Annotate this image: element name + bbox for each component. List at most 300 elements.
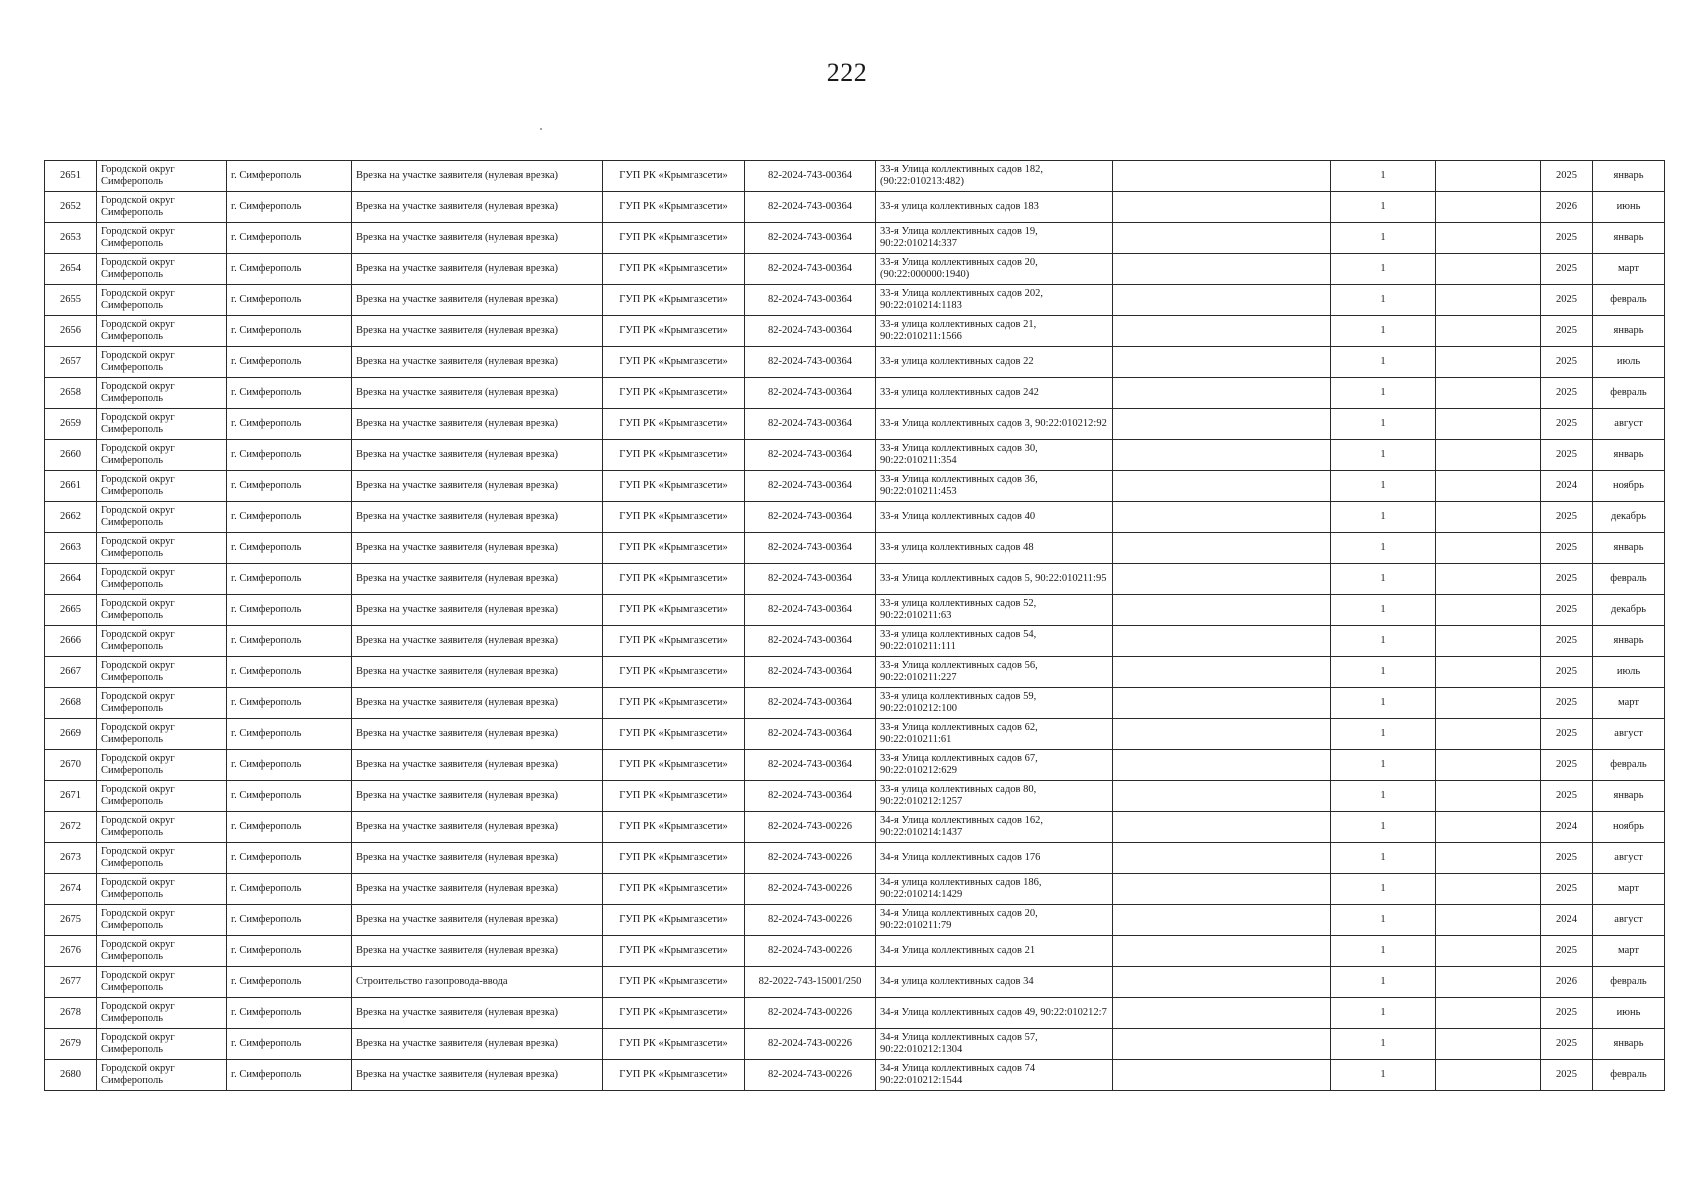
table-row	[45, 874, 1665, 905]
table-row	[45, 657, 1665, 688]
month-cell: декабрь	[1593, 595, 1665, 626]
city-cell: г. Симферополь	[227, 471, 352, 502]
blank-cell	[1436, 626, 1541, 657]
municipality-cell: Городской округ Симферополь	[97, 843, 227, 874]
organization-cell: ГУП РК «Крымгазсети»	[603, 533, 745, 564]
blank-cell	[1113, 626, 1331, 657]
blank-cell	[1113, 905, 1331, 936]
table-row	[45, 161, 1665, 192]
work-type-cell: Врезка на участке заявителя (нулевая врезка)	[352, 595, 603, 626]
blank-cell	[1436, 781, 1541, 812]
row-number: 2668	[45, 688, 97, 719]
contract-number-cell: 82-2024-743-00226	[745, 874, 876, 905]
table-row	[45, 223, 1665, 254]
month-cell: август	[1593, 905, 1665, 936]
municipality-cell: Городской округ Симферополь	[97, 161, 227, 192]
blank-cell	[1436, 750, 1541, 781]
organization-cell: ГУП РК «Крымгазсети»	[603, 378, 745, 409]
municipality-cell: Городской округ Симферополь	[97, 192, 227, 223]
year-cell: 2025	[1541, 657, 1593, 688]
row-number: 2665	[45, 595, 97, 626]
quantity-cell: 1	[1331, 936, 1436, 967]
work-type-cell: Врезка на участке заявителя (нулевая врезка)	[352, 254, 603, 285]
work-type-cell: Врезка на участке заявителя (нулевая врезка)	[352, 1060, 603, 1091]
year-cell: 2025	[1541, 533, 1593, 564]
contract-number-cell: 82-2024-743-00226	[745, 1060, 876, 1091]
contract-number-cell: 82-2024-743-00364	[745, 533, 876, 564]
quantity-cell: 1	[1331, 688, 1436, 719]
blank-cell	[1113, 471, 1331, 502]
month-cell: август	[1593, 719, 1665, 750]
quantity-cell: 1	[1331, 471, 1436, 502]
organization-cell: ГУП РК «Крымгазсети»	[603, 316, 745, 347]
quantity-cell: 1	[1331, 316, 1436, 347]
blank-cell	[1436, 254, 1541, 285]
month-cell: январь	[1593, 781, 1665, 812]
address-cell: 33-я улица коллективных садов 54, 90:22:010211:111	[876, 626, 1113, 657]
blank-cell	[1113, 967, 1331, 998]
contract-number-cell: 82-2024-743-00364	[745, 781, 876, 812]
quantity-cell: 1	[1331, 874, 1436, 905]
year-cell: 2025	[1541, 502, 1593, 533]
contract-number-cell: 82-2024-743-00364	[745, 223, 876, 254]
table-row	[45, 378, 1665, 409]
blank-cell	[1113, 874, 1331, 905]
row-number: 2658	[45, 378, 97, 409]
organization-cell: ГУП РК «Крымгазсети»	[603, 657, 745, 688]
year-cell: 2025	[1541, 750, 1593, 781]
municipality-cell: Городской округ Симферополь	[97, 967, 227, 998]
blank-cell	[1113, 812, 1331, 843]
month-cell: февраль	[1593, 750, 1665, 781]
address-cell: 34-я Улица коллективных садов 57, 90:22:010212:1304	[876, 1029, 1113, 1060]
table-row	[45, 812, 1665, 843]
contract-number-cell: 82-2024-743-00364	[745, 254, 876, 285]
city-cell: г. Симферополь	[227, 781, 352, 812]
table-row	[45, 626, 1665, 657]
month-cell: январь	[1593, 626, 1665, 657]
city-cell: г. Симферополь	[227, 905, 352, 936]
blank-cell	[1113, 781, 1331, 812]
contract-number-cell: 82-2024-743-00364	[745, 378, 876, 409]
month-cell: январь	[1593, 533, 1665, 564]
work-type-cell: Врезка на участке заявителя (нулевая врезка)	[352, 533, 603, 564]
contract-number-cell: 82-2024-743-00364	[745, 564, 876, 595]
table-row	[45, 1029, 1665, 1060]
city-cell: г. Симферополь	[227, 936, 352, 967]
registry-table	[44, 160, 1665, 1091]
registry-rows	[45, 161, 1665, 1091]
contract-number-cell: 82-2024-743-00364	[745, 719, 876, 750]
city-cell: г. Симферополь	[227, 378, 352, 409]
row-number: 2680	[45, 1060, 97, 1091]
work-type-cell: Врезка на участке заявителя (нулевая врезка)	[352, 719, 603, 750]
table-row	[45, 192, 1665, 223]
municipality-cell: Городской округ Симферополь	[97, 750, 227, 781]
address-cell: 33-я Улица коллективных садов 202, 90:22:010214:1183	[876, 285, 1113, 316]
city-cell: г. Симферополь	[227, 409, 352, 440]
year-cell: 2025	[1541, 595, 1593, 626]
work-type-cell: Врезка на участке заявителя (нулевая врезка)	[352, 440, 603, 471]
year-cell: 2025	[1541, 347, 1593, 378]
contract-number-cell: 82-2024-743-00226	[745, 1029, 876, 1060]
city-cell: г. Симферополь	[227, 719, 352, 750]
organization-cell: ГУП РК «Крымгазсети»	[603, 471, 745, 502]
work-type-cell: Врезка на участке заявителя (нулевая врезка)	[352, 626, 603, 657]
organization-cell: ГУП РК «Крымгазсети»	[603, 998, 745, 1029]
table-row	[45, 998, 1665, 1029]
month-cell: август	[1593, 409, 1665, 440]
organization-cell: ГУП РК «Крымгазсети»	[603, 595, 745, 626]
year-cell: 2025	[1541, 440, 1593, 471]
blank-cell	[1436, 905, 1541, 936]
city-cell: г. Симферополь	[227, 657, 352, 688]
row-number: 2671	[45, 781, 97, 812]
blank-cell	[1436, 409, 1541, 440]
blank-cell	[1113, 998, 1331, 1029]
work-type-cell: Врезка на участке заявителя (нулевая врезка)	[352, 564, 603, 595]
blank-cell	[1436, 440, 1541, 471]
contract-number-cell: 82-2024-743-00364	[745, 657, 876, 688]
month-cell: ноябрь	[1593, 812, 1665, 843]
blank-cell	[1113, 719, 1331, 750]
address-cell: 33-я улица коллективных садов 80, 90:22:010212:1257	[876, 781, 1113, 812]
blank-cell	[1113, 285, 1331, 316]
blank-cell	[1113, 533, 1331, 564]
table-row	[45, 967, 1665, 998]
contract-number-cell: 82-2024-743-00364	[745, 595, 876, 626]
year-cell: 2024	[1541, 812, 1593, 843]
table-row	[45, 285, 1665, 316]
blank-cell	[1113, 657, 1331, 688]
address-cell: 34-я Улица коллективных садов 74 90:22:010212:1544	[876, 1060, 1113, 1091]
blank-cell	[1436, 378, 1541, 409]
contract-number-cell: 82-2024-743-00226	[745, 998, 876, 1029]
blank-cell	[1113, 347, 1331, 378]
row-number: 2657	[45, 347, 97, 378]
city-cell: г. Симферополь	[227, 223, 352, 254]
city-cell: г. Симферополь	[227, 874, 352, 905]
contract-number-cell: 82-2024-743-00226	[745, 812, 876, 843]
year-cell: 2025	[1541, 316, 1593, 347]
work-type-cell: Врезка на участке заявителя (нулевая врезка)	[352, 874, 603, 905]
blank-cell	[1436, 967, 1541, 998]
work-type-cell: Врезка на участке заявителя (нулевая врезка)	[352, 936, 603, 967]
municipality-cell: Городской округ Симферополь	[97, 936, 227, 967]
address-cell: 34-я Улица коллективных садов 21	[876, 936, 1113, 967]
blank-cell	[1436, 533, 1541, 564]
municipality-cell: Городской округ Симферополь	[97, 254, 227, 285]
contract-number-cell: 82-2024-743-00364	[745, 688, 876, 719]
year-cell: 2025	[1541, 254, 1593, 285]
month-cell: февраль	[1593, 564, 1665, 595]
quantity-cell: 1	[1331, 502, 1436, 533]
municipality-cell: Городской округ Симферополь	[97, 688, 227, 719]
address-cell: 33-я Улица коллективных садов 182, (90:22:010213:482)	[876, 161, 1113, 192]
municipality-cell: Городской округ Симферополь	[97, 1029, 227, 1060]
organization-cell: ГУП РК «Крымгазсети»	[603, 719, 745, 750]
year-cell: 2025	[1541, 688, 1593, 719]
blank-cell	[1436, 316, 1541, 347]
organization-cell: ГУП РК «Крымгазсети»	[603, 347, 745, 378]
address-cell: 33-я Улица коллективных садов 36, 90:22:010211:453	[876, 471, 1113, 502]
address-cell: 33-я улица коллективных садов 22	[876, 347, 1113, 378]
address-cell: 33-я Улица коллективных садов 40	[876, 502, 1113, 533]
table-row	[45, 1060, 1665, 1091]
quantity-cell: 1	[1331, 967, 1436, 998]
city-cell: г. Симферополь	[227, 595, 352, 626]
row-number: 2654	[45, 254, 97, 285]
blank-cell	[1113, 192, 1331, 223]
work-type-cell: Врезка на участке заявителя (нулевая врезка)	[352, 285, 603, 316]
city-cell: г. Симферополь	[227, 967, 352, 998]
contract-number-cell: 82-2024-743-00364	[745, 750, 876, 781]
table-row	[45, 595, 1665, 626]
table-row	[45, 316, 1665, 347]
municipality-cell: Городской округ Симферополь	[97, 378, 227, 409]
year-cell: 2026	[1541, 967, 1593, 998]
city-cell: г. Симферополь	[227, 688, 352, 719]
row-number: 2667	[45, 657, 97, 688]
row-number: 2655	[45, 285, 97, 316]
row-number: 2676	[45, 936, 97, 967]
organization-cell: ГУП РК «Крымгазсети»	[603, 688, 745, 719]
organization-cell: ГУП РК «Крымгазсети»	[603, 192, 745, 223]
work-type-cell: Врезка на участке заявителя (нулевая врезка)	[352, 378, 603, 409]
organization-cell: ГУП РК «Крымгазсети»	[603, 874, 745, 905]
row-number: 2674	[45, 874, 97, 905]
blank-cell	[1113, 409, 1331, 440]
blank-cell	[1436, 347, 1541, 378]
year-cell: 2025	[1541, 378, 1593, 409]
year-cell: 2025	[1541, 564, 1593, 595]
month-cell: февраль	[1593, 967, 1665, 998]
city-cell: г. Симферополь	[227, 1060, 352, 1091]
table-row	[45, 781, 1665, 812]
row-number: 2675	[45, 905, 97, 936]
city-cell: г. Симферополь	[227, 316, 352, 347]
month-cell: январь	[1593, 1029, 1665, 1060]
quantity-cell: 1	[1331, 1060, 1436, 1091]
month-cell: июнь	[1593, 998, 1665, 1029]
contract-number-cell: 82-2024-743-00364	[745, 285, 876, 316]
row-number: 2664	[45, 564, 97, 595]
month-cell: февраль	[1593, 285, 1665, 316]
blank-cell	[1436, 688, 1541, 719]
municipality-cell: Городской округ Симферополь	[97, 657, 227, 688]
organization-cell: ГУП РК «Крымгазсети»	[603, 564, 745, 595]
blank-cell	[1436, 285, 1541, 316]
contract-number-cell: 82-2024-743-00226	[745, 905, 876, 936]
organization-cell: ГУП РК «Крымгазсети»	[603, 254, 745, 285]
month-cell: февраль	[1593, 1060, 1665, 1091]
quantity-cell: 1	[1331, 378, 1436, 409]
row-number: 2677	[45, 967, 97, 998]
blank-cell	[1436, 564, 1541, 595]
city-cell: г. Симферополь	[227, 750, 352, 781]
quantity-cell: 1	[1331, 657, 1436, 688]
municipality-cell: Городской округ Симферополь	[97, 533, 227, 564]
quantity-cell: 1	[1331, 719, 1436, 750]
organization-cell: ГУП РК «Крымгазсети»	[603, 750, 745, 781]
municipality-cell: Городской округ Симферополь	[97, 1060, 227, 1091]
quantity-cell: 1	[1331, 998, 1436, 1029]
month-cell: январь	[1593, 223, 1665, 254]
address-cell: 34-я Улица коллективных садов 20, 90:22:010211:79	[876, 905, 1113, 936]
work-type-cell: Врезка на участке заявителя (нулевая врезка)	[352, 998, 603, 1029]
address-cell: 33-я Улица коллективных садов 5, 90:22:010211:95	[876, 564, 1113, 595]
year-cell: 2025	[1541, 781, 1593, 812]
page-number: 222	[826, 58, 868, 87]
table-row	[45, 254, 1665, 285]
row-number: 2673	[45, 843, 97, 874]
year-cell: 2025	[1541, 285, 1593, 316]
contract-number-cell: 82-2024-743-00364	[745, 347, 876, 378]
blank-cell	[1113, 1060, 1331, 1091]
blank-cell	[1113, 502, 1331, 533]
table-row	[45, 471, 1665, 502]
blank-cell	[1436, 1029, 1541, 1060]
contract-number-cell: 82-2024-743-00364	[745, 316, 876, 347]
contract-number-cell: 82-2022-743-15001/250	[745, 967, 876, 998]
blank-cell	[1436, 812, 1541, 843]
municipality-cell: Городской округ Симферополь	[97, 440, 227, 471]
address-cell: 33-я Улица коллективных садов 3, 90:22:010212:92	[876, 409, 1113, 440]
contract-number-cell: 82-2024-743-00364	[745, 192, 876, 223]
table-row	[45, 719, 1665, 750]
table-row	[45, 564, 1665, 595]
row-number: 2660	[45, 440, 97, 471]
work-type-cell: Врезка на участке заявителя (нулевая врезка)	[352, 843, 603, 874]
table-row	[45, 347, 1665, 378]
address-cell: 34-я улица коллективных садов 34	[876, 967, 1113, 998]
organization-cell: ГУП РК «Крымгазсети»	[603, 161, 745, 192]
month-cell: март	[1593, 688, 1665, 719]
row-number: 2663	[45, 533, 97, 564]
blank-cell	[1436, 471, 1541, 502]
blank-cell	[1436, 719, 1541, 750]
municipality-cell: Городской округ Симферополь	[97, 223, 227, 254]
row-number: 2679	[45, 1029, 97, 1060]
row-number: 2669	[45, 719, 97, 750]
blank-cell	[1436, 936, 1541, 967]
work-type-cell: Врезка на участке заявителя (нулевая врезка)	[352, 161, 603, 192]
municipality-cell: Городской округ Симферополь	[97, 316, 227, 347]
contract-number-cell: 82-2024-743-00226	[745, 843, 876, 874]
year-cell: 2025	[1541, 626, 1593, 657]
month-cell: июнь	[1593, 192, 1665, 223]
year-cell: 2025	[1541, 936, 1593, 967]
work-type-cell: Врезка на участке заявителя (нулевая врезка)	[352, 409, 603, 440]
organization-cell: ГУП РК «Крымгазсети»	[603, 936, 745, 967]
municipality-cell: Городской округ Симферополь	[97, 564, 227, 595]
table-row	[45, 905, 1665, 936]
month-cell: февраль	[1593, 378, 1665, 409]
city-cell: г. Симферополь	[227, 161, 352, 192]
blank-cell	[1113, 254, 1331, 285]
contract-number-cell: 82-2024-743-00364	[745, 161, 876, 192]
quantity-cell: 1	[1331, 223, 1436, 254]
organization-cell: ГУП РК «Крымгазсети»	[603, 1029, 745, 1060]
blank-cell	[1436, 161, 1541, 192]
address-cell: 33-я Улица коллективных садов 62, 90:22:010211:61	[876, 719, 1113, 750]
month-cell: март	[1593, 874, 1665, 905]
address-cell: 34-я Улица коллективных садов 162, 90:22:010214:1437	[876, 812, 1113, 843]
municipality-cell: Городской округ Симферополь	[97, 812, 227, 843]
quantity-cell: 1	[1331, 161, 1436, 192]
organization-cell: ГУП РК «Крымгазсети»	[603, 223, 745, 254]
table-row	[45, 409, 1665, 440]
row-number: 2661	[45, 471, 97, 502]
organization-cell: ГУП РК «Крымгазсети»	[603, 812, 745, 843]
year-cell: 2025	[1541, 874, 1593, 905]
month-cell: ноябрь	[1593, 471, 1665, 502]
organization-cell: ГУП РК «Крымгазсети»	[603, 1060, 745, 1091]
year-cell: 2025	[1541, 161, 1593, 192]
month-cell: август	[1593, 843, 1665, 874]
work-type-cell: Строительство газопровода-ввода	[352, 967, 603, 998]
table-row	[45, 750, 1665, 781]
blank-cell	[1436, 223, 1541, 254]
organization-cell: ГУП РК «Крымгазсети»	[603, 440, 745, 471]
city-cell: г. Симферополь	[227, 347, 352, 378]
municipality-cell: Городской округ Симферополь	[97, 905, 227, 936]
blank-cell	[1113, 564, 1331, 595]
organization-cell: ГУП РК «Крымгазсети»	[603, 843, 745, 874]
address-cell: 33-я Улица коллективных садов 20, (90:22:000000:1940)	[876, 254, 1113, 285]
work-type-cell: Врезка на участке заявителя (нулевая врезка)	[352, 750, 603, 781]
quantity-cell: 1	[1331, 595, 1436, 626]
quantity-cell: 1	[1331, 254, 1436, 285]
address-cell: 33-я улица коллективных садов 52, 90:22:010211:63	[876, 595, 1113, 626]
month-cell: июль	[1593, 347, 1665, 378]
city-cell: г. Симферополь	[227, 440, 352, 471]
city-cell: г. Симферополь	[227, 1029, 352, 1060]
quantity-cell: 1	[1331, 192, 1436, 223]
municipality-cell: Городской округ Симферополь	[97, 719, 227, 750]
organization-cell: ГУП РК «Крымгазсети»	[603, 967, 745, 998]
year-cell: 2025	[1541, 843, 1593, 874]
month-cell: январь	[1593, 440, 1665, 471]
table-row	[45, 936, 1665, 967]
month-cell: июль	[1593, 657, 1665, 688]
blank-cell	[1113, 378, 1331, 409]
city-cell: г. Симферополь	[227, 533, 352, 564]
municipality-cell: Городской округ Симферополь	[97, 626, 227, 657]
year-cell: 2025	[1541, 1060, 1593, 1091]
table-row	[45, 843, 1665, 874]
blank-cell	[1436, 998, 1541, 1029]
quantity-cell: 1	[1331, 347, 1436, 378]
work-type-cell: Врезка на участке заявителя (нулевая врезка)	[352, 192, 603, 223]
blank-cell	[1113, 1029, 1331, 1060]
row-number: 2678	[45, 998, 97, 1029]
contract-number-cell: 82-2024-743-00364	[745, 440, 876, 471]
quantity-cell: 1	[1331, 626, 1436, 657]
organization-cell: ГУП РК «Крымгазсети»	[603, 626, 745, 657]
year-cell: 2025	[1541, 223, 1593, 254]
year-cell: 2025	[1541, 998, 1593, 1029]
municipality-cell: Городской округ Симферополь	[97, 285, 227, 316]
work-type-cell: Врезка на участке заявителя (нулевая врезка)	[352, 502, 603, 533]
work-type-cell: Врезка на участке заявителя (нулевая врезка)	[352, 688, 603, 719]
table-row	[45, 440, 1665, 471]
blank-cell	[1113, 316, 1331, 347]
organization-cell: ГУП РК «Крымгазсети»	[603, 502, 745, 533]
quantity-cell: 1	[1331, 564, 1436, 595]
blank-cell	[1436, 843, 1541, 874]
row-number: 2666	[45, 626, 97, 657]
